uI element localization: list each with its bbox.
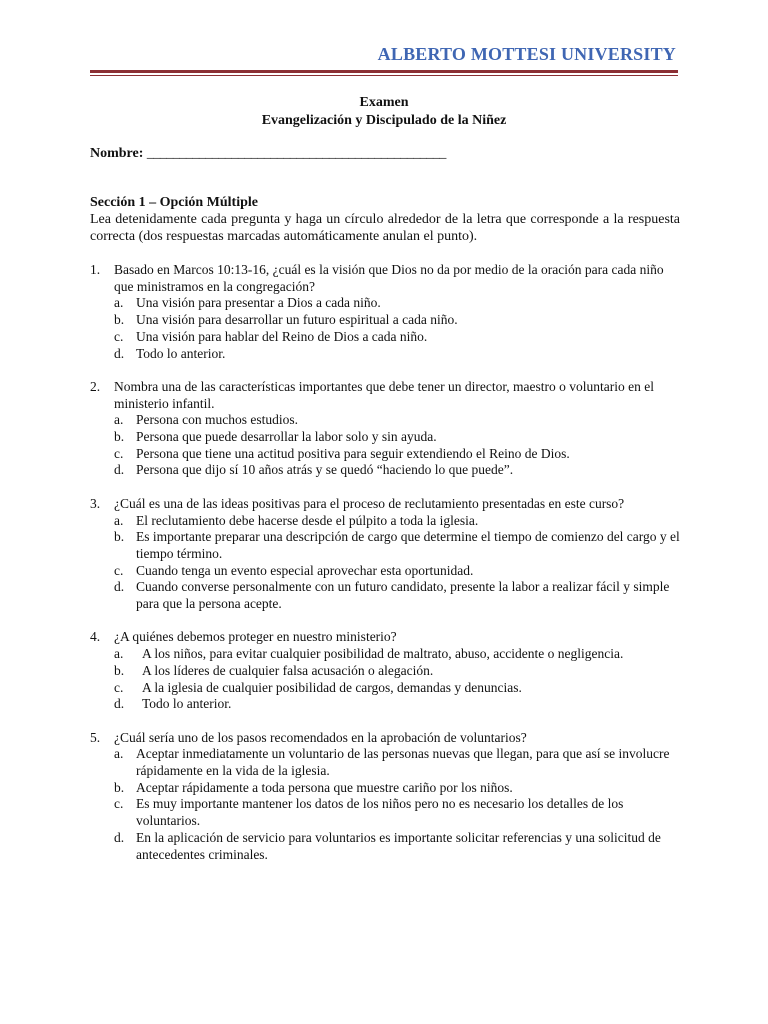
option-text: A los líderes de cualquier falsa acusación o alegación. — [142, 662, 434, 678]
option-text: A la iglesia de cualquier posibilidad de cargos, demandas y denuncias. — [142, 679, 522, 695]
question-list — [90, 262, 680, 880]
header-rule-thick — [90, 70, 678, 73]
option-letter: c. — [114, 562, 124, 578]
option-letter: b. — [114, 662, 125, 678]
option-text: Aceptar inmediatamente un voluntario de las personas nuevas que llegan, para que así se involucre rápidamente en la vida de la iglesia. — [136, 746, 670, 779]
exam-subtitle: Evangelización y Discipulado de la Niñez — [261, 113, 507, 128]
option-text: Persona que dijo sí 10 años atrás y se quedó “haciendo lo que puede”. — [136, 462, 514, 478]
option-text: Todo lo anterior. — [136, 345, 226, 361]
answer-option[interactable] — [114, 646, 680, 663]
option-letter: d. — [114, 462, 125, 478]
option-text: Es muy importante mantener los datos de los niños pero no es necesario los detalles de los voluntarios. — [136, 796, 624, 829]
option-text: Aceptar rápidamente a toda persona que muestre cariño por los niños. — [136, 779, 513, 795]
question-number: 1. — [90, 262, 101, 277]
answer-option[interactable] — [114, 680, 680, 697]
option-letter: c. — [114, 679, 124, 695]
option-letter: a. — [114, 512, 124, 528]
question — [90, 262, 680, 362]
option-text: Cuando tenga un evento especial aprovechar esta oportunidad. — [136, 562, 474, 578]
option-letter: c. — [114, 328, 124, 344]
answer-option[interactable] — [114, 746, 680, 779]
answer-option[interactable] — [114, 513, 680, 530]
option-letter: d. — [114, 345, 125, 361]
answer-option[interactable] — [114, 346, 680, 363]
answer-option[interactable] — [114, 429, 680, 446]
answer-option[interactable] — [114, 446, 680, 463]
answer-option[interactable] — [114, 295, 680, 312]
option-letter: c. — [114, 445, 124, 461]
option-text: Persona con muchos estudios. — [136, 412, 298, 428]
answer-option[interactable] — [114, 663, 680, 680]
option-letter: a. — [114, 295, 124, 311]
name-field — [90, 146, 446, 162]
option-text: Una visión para desarrollar un futuro espiritual a cada niño. — [136, 312, 458, 328]
answer-option[interactable] — [114, 830, 680, 863]
section-title: Sección 1 – Opción Múltiple — [90, 195, 258, 210]
option-letter: d. — [114, 579, 125, 595]
option-text: Todo lo anterior. — [142, 696, 232, 712]
question-text: Nombra una de las características importantes que debe tener un director, maestro o voluntario en el ministerio infantil. — [114, 378, 654, 411]
question — [90, 730, 680, 864]
question-number: 5. — [90, 729, 101, 745]
answer-option[interactable] — [114, 796, 680, 829]
option-letter: a. — [114, 412, 124, 428]
exam-heading — [90, 94, 678, 130]
question — [90, 379, 680, 479]
section-1 — [90, 194, 680, 245]
option-text: Persona que puede desarrollar la labor solo y sin ayuda. — [136, 429, 437, 445]
option-text: Es importante preparar una descripción de cargo que determine el tiempo de comienzo del cargo y el tiempo término. — [136, 529, 680, 561]
answer-option[interactable] — [114, 412, 680, 429]
name-label: Nombre: — [90, 146, 144, 161]
option-letter: c. — [114, 796, 124, 812]
option-letter: d. — [114, 829, 125, 845]
question-number: 3. — [90, 495, 101, 511]
option-text: Una visión para hablar del Reino de Dios a cada niño. — [136, 328, 428, 344]
answer-option[interactable] — [114, 462, 680, 479]
option-letter: a. — [114, 646, 124, 662]
university-header: ALBERTO MOTTESI UNIVERSITY — [377, 44, 676, 64]
option-letter: d. — [114, 696, 125, 712]
option-letter: b. — [114, 529, 125, 545]
question-text: ¿Cuál es una de las ideas positivas para el proceso de reclutamiento presentadas en este curso? — [114, 495, 625, 511]
question-text: ¿Cuál sería uno de los pasos recomendados en la aprobación de voluntarios? — [114, 729, 527, 745]
answer-option[interactable] — [114, 579, 680, 612]
option-letter: b. — [114, 779, 125, 795]
option-letter: a. — [114, 746, 124, 762]
option-letter: b. — [114, 429, 125, 445]
answer-option[interactable] — [114, 696, 680, 713]
question-number: 2. — [90, 378, 101, 394]
question-number: 4. — [90, 629, 101, 645]
answer-option[interactable] — [114, 529, 680, 562]
option-text: Una visión para presentar a Dios a cada niño. — [136, 295, 381, 311]
question — [90, 496, 680, 613]
option-text: A los niños, para evitar cualquier posibilidad de maltrato, abuso, accidente o negligencia. — [142, 646, 624, 662]
question-text: Basado en Marcos 10:13-16, ¿cuál es la visión que Dios no da por medio de la oración para cada niño que ministramos en la congregación? — [114, 262, 664, 294]
section-instructions: Lea detenidamente cada pregunta y haga un círculo alrededor de la letra que corresponde a la respuesta correcta (dos respuestas marcadas automáticamente anulan el punto). — [90, 212, 680, 244]
question-text: ¿A quiénes debemos proteger en nuestro ministerio? — [114, 629, 397, 645]
question — [90, 629, 680, 713]
option-text: Persona que tiene una actitud positiva para seguir extendiendo el Reino de Dios. — [136, 445, 570, 461]
answer-option[interactable] — [114, 312, 680, 329]
header-rule-thin — [90, 75, 678, 76]
answer-option[interactable] — [114, 563, 680, 580]
answer-option[interactable] — [114, 329, 680, 346]
option-text: En la aplicación de servicio para voluntarios es importante solicitar referencias y una solicitud de antecedentes criminales. — [136, 829, 661, 862]
answer-option[interactable] — [114, 780, 680, 797]
name-blank: ______________________________________________ — [146, 146, 446, 161]
exam-title: Examen — [359, 95, 409, 110]
option-text: El reclutamiento debe hacerse desde el púlpito a toda la iglesia. — [136, 512, 479, 528]
option-letter: b. — [114, 312, 125, 328]
option-text: Cuando converse personalmente con un futuro candidato, presente la labor a realizar fácil y simple para que la persona acepte. — [136, 579, 670, 612]
